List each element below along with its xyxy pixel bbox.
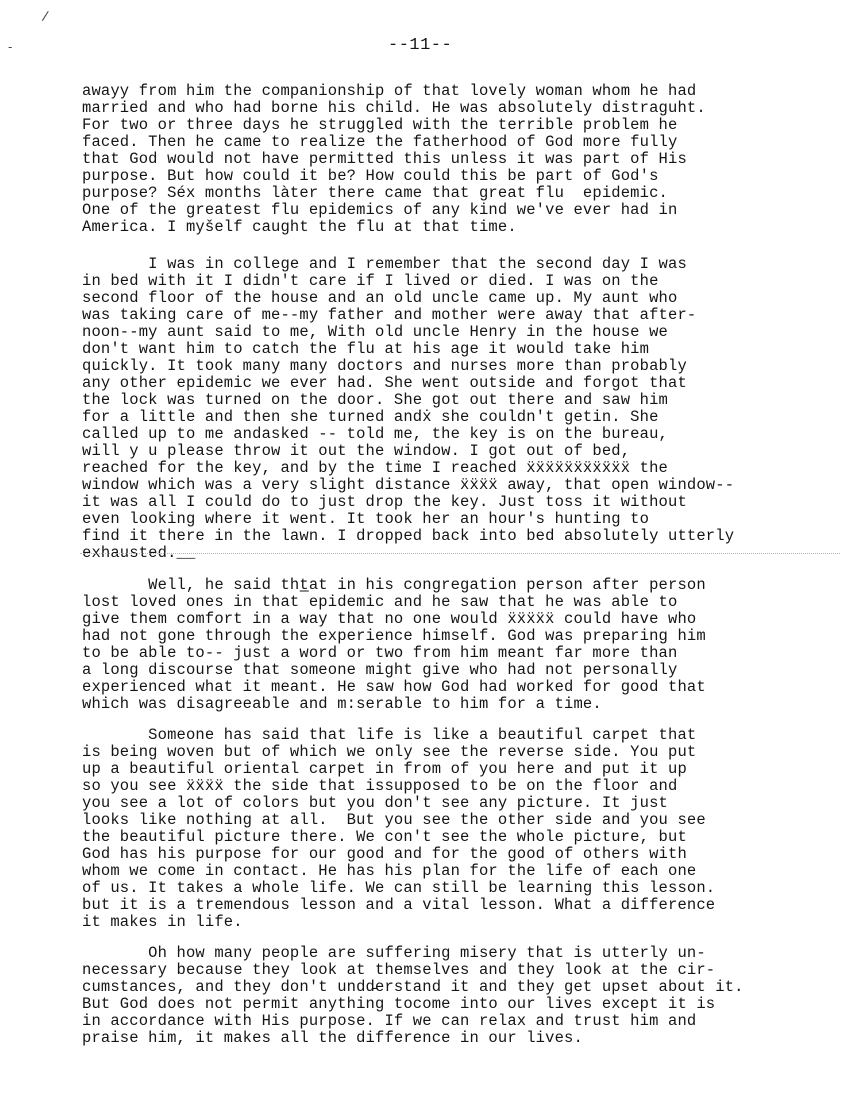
- paragraph-5: [82, 945, 802, 1047]
- text-line: find it there in the lawn. I dropped back into bed absolutely utterly: [82, 527, 735, 545]
- paragraph-1: [82, 83, 802, 236]
- paragraph-4: [82, 727, 802, 931]
- text-line: that God would not have permitted this unless it was part of His: [82, 150, 687, 168]
- text-line: exhausted.__: [82, 544, 196, 562]
- text-line: second floor of the house and an old uncle came up. My aunt who: [82, 289, 678, 307]
- text-line: in bed with it I didn't care if I lived or died. I was on the: [82, 272, 659, 290]
- text-line: Oh how many people are suffering misery that is utterly un-: [82, 944, 706, 962]
- text-line: America. I myšelf caught the flu at that time.: [82, 218, 517, 236]
- text-line: the lock was turned on the door. She got out there and saw him: [82, 391, 668, 409]
- paragraph-3: [82, 577, 802, 713]
- text-line: is being woven but of which we only see the reverse side. You put: [82, 743, 697, 761]
- text-line: God has his purpose for our good and for the good of others with: [82, 845, 687, 863]
- text-line: necessary because they look at themselves and they look at the cir-: [82, 961, 716, 979]
- paragraph-2: [82, 256, 802, 562]
- text-line: give them comfort in a way that no one would ẍẍẍẍẍ could have who: [82, 610, 697, 628]
- text-line: window which was a very slight distance ẍẍẍẍ away, that open window--: [82, 476, 735, 494]
- text-line: awayy from him the companionship of that lovely woman whom he had: [82, 82, 697, 100]
- text-line: reached for the key, and by the time I reached ẍẍẍẍẍẍẍẍẍẍẍ the: [82, 459, 668, 477]
- text-line: Someone has said that life is like a beautiful carpet that: [82, 726, 697, 744]
- text-line: married and who had borne his child. He was absolutely distraguht.: [82, 99, 706, 117]
- dotted-divider: [80, 553, 840, 554]
- text-line: I was in college and I remember that the second day I was: [82, 255, 687, 273]
- margin-tick-mark: -: [8, 40, 13, 54]
- text-line: of us. It takes a whole life. We can still be learning this lesson.: [82, 879, 716, 897]
- text-line: but it is a tremendous lesson and a vital lesson. What a difference: [82, 896, 716, 914]
- text-line: for a little and then she turned andẋ she couldn't getin. She: [82, 408, 659, 426]
- text-line: up a beautiful oriental carpet in from of you here and put it up: [82, 760, 687, 778]
- text-line: had not gone through the experience himself. God was preparing him: [82, 627, 706, 645]
- text-line: One of the greatest flu epidemics of any kind we've ever had in: [82, 201, 678, 219]
- text-line: was taking care of me--my father and mother were away that after-: [82, 306, 697, 324]
- text-line: purpose? Séx months làter there came that great flu epidemic.: [82, 184, 668, 202]
- margin-slash-mark: /: [41, 8, 50, 25]
- text-line: it was all I could do to just drop the key. Just toss it without: [82, 493, 687, 511]
- text-line: Well, he said tht̲at in his congregation person after person: [82, 576, 706, 594]
- page-number: --11--: [388, 36, 453, 55]
- text-line: will y u please throw it out the window. I got out of bed,: [82, 442, 631, 460]
- text-line: noon--my aunt said to me, With old uncle Henry in the house we: [82, 323, 668, 341]
- text-line: you see a lot of colors but you don't see any picture. It just: [82, 794, 668, 812]
- text-line: a long discourse that someone might give who had not personally: [82, 661, 678, 679]
- text-line: it makes in life.: [82, 913, 243, 931]
- text-line: so you see ẍẍẍẍ the side that issupposed to be on the floor and: [82, 777, 678, 795]
- text-line: the beautiful picture there. We con't see the whole picture, but: [82, 828, 687, 846]
- text-line: whom we come in contact. He has his plan for the life of each one: [82, 862, 697, 880]
- text-line: quickly. It took many many doctors and nurses more than probably: [82, 357, 687, 375]
- text-line: faced. Then he came to realize the fatherhood of God more fully: [82, 133, 678, 151]
- text-line: purpose. But how could it be? How could this be part of God's: [82, 167, 659, 185]
- text-line: cumstances, and they don't undd̵erstand it and they get upset about it.: [82, 978, 744, 996]
- text-line: which was disagreeable and m:serable to him for a time.: [82, 695, 602, 713]
- text-line: to be able to-- just a word or two from him meant far more than: [82, 644, 678, 662]
- text-line: called up to me andasked -- told me, the key is on the bureau,: [82, 425, 668, 443]
- text-line: For two or three days he struggled with the terrible problem he: [82, 116, 678, 134]
- text-line: in accordance with His purpose. If we can relax and trust him and: [82, 1012, 697, 1030]
- text-line: experienced what it meant. He saw how God had worked for good that: [82, 678, 706, 696]
- text-line: don't want him to catch the flu at his age it would take him: [82, 340, 650, 358]
- text-line: looks like nothing at all. But you see the other side and you see: [82, 811, 706, 829]
- text-line: praise him, it makes all the difference in our lives.: [82, 1029, 583, 1047]
- text-line: lost loved ones in that epidemic and he saw that he was able to: [82, 593, 678, 611]
- text-line: any other epidemic we ever had. She went outside and forgot that: [82, 374, 687, 392]
- text-line: But God does not permit anything tocome into our lives except it is: [82, 995, 716, 1013]
- text-line: even looking where it went. It took her an hour's hunting to: [82, 510, 650, 528]
